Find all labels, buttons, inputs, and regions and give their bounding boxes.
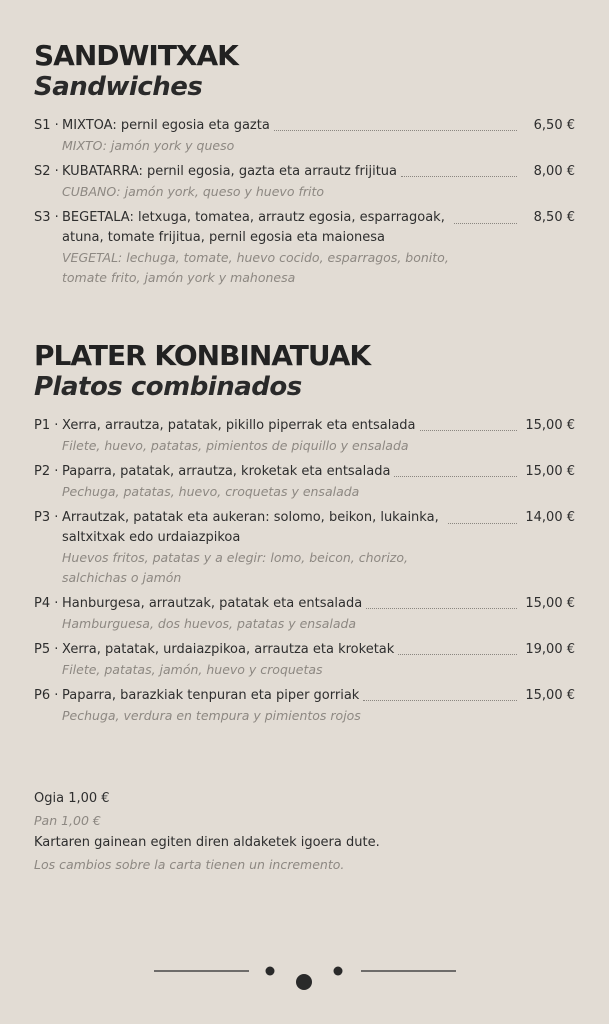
item-price: 15,00 € xyxy=(525,464,575,479)
item-price: 19,00 € xyxy=(525,642,575,657)
divider-dots-icon xyxy=(0,960,609,1000)
item-translation: Filete, huevo, patatas, pimientos de piquillo y ensalada xyxy=(62,438,409,453)
combos-list xyxy=(34,416,575,726)
item-code: P6 · xyxy=(34,688,59,703)
bread-note-es: Pan 1,00 € xyxy=(34,813,101,828)
item-translation: CUBANO: jamón york, queso y huevo frito xyxy=(62,184,324,199)
leader-dots xyxy=(398,653,517,655)
menu-item-s3 xyxy=(34,208,575,288)
item-code: P4 · xyxy=(34,596,59,611)
menu-item-p5 xyxy=(34,640,575,680)
changes-note: Kartaren gainean egiten diren aldaketek igoera dute. xyxy=(34,835,380,850)
item-name: Paparra, patatak, arrautza, kroketak eta entsalada xyxy=(62,464,391,479)
sandwiches-list xyxy=(34,116,575,288)
sandwiches-subtitle: Sandwiches xyxy=(34,72,203,102)
item-translation: Hamburguesa, dos huevos, patatas y ensalada xyxy=(62,616,357,631)
item-price: 15,00 € xyxy=(525,418,575,433)
item-price: 14,00 € xyxy=(525,510,575,525)
menu-item-p3 xyxy=(34,508,575,588)
menu-item-s1 xyxy=(34,116,575,156)
item-code: P2 · xyxy=(34,464,59,479)
item-code: S1 · xyxy=(34,118,59,133)
item-translation: MIXTO: jamón york y queso xyxy=(62,138,235,153)
item-code: P3 · xyxy=(34,510,59,525)
item-name: Xerra, arrautza, patatak, pikillo piperrak eta entsalada xyxy=(62,418,416,433)
leader-dots xyxy=(274,129,517,131)
leader-dots xyxy=(401,175,517,177)
item-translation: Pechuga, patatas, huevo, croquetas y ensalada xyxy=(62,484,360,499)
item-code: P1 · xyxy=(34,418,59,433)
menu-item-p6 xyxy=(34,686,575,726)
item-name: Arrautzak, patatak eta aukeran: solomo, beikon, lukainka, saltxitxak edo urdaiazpikoa xyxy=(62,510,439,545)
menu-item-p1 xyxy=(34,416,575,456)
bread-note: Ogia 1,00 € xyxy=(34,791,110,806)
item-price: 6,50 € xyxy=(533,118,575,133)
item-translation: Huevos fritos, patatas y a elegir: lomo, beicon, chorizo, salchichas o jamón xyxy=(62,550,408,585)
leader-dots xyxy=(420,429,517,431)
item-price: 8,00 € xyxy=(533,164,575,179)
item-code: S3 · xyxy=(34,210,59,225)
menu-item-p2 xyxy=(34,462,575,502)
sandwiches-title: SANDWITXAK xyxy=(34,39,238,72)
item-name: MIXTOA: pernil egosia eta gazta xyxy=(62,118,270,133)
combos-title: PLATER KONBINATUAK xyxy=(34,339,371,372)
item-name: BEGETALA: letxuga, tomatea, arrautz egosia, esparragoak, atuna, tomate frijitua, pernil egosia eta maionesa xyxy=(62,210,445,245)
leader-dots xyxy=(448,522,517,524)
leader-dots xyxy=(394,475,517,477)
leader-dots xyxy=(363,699,517,701)
item-name: KUBATARRA: pernil egosia, gazta eta arrautz frijitua xyxy=(62,164,397,179)
item-code: P5 · xyxy=(34,642,59,657)
item-price: 15,00 € xyxy=(525,688,575,703)
item-name: Xerra, patatak, urdaiazpikoa, arrautza eta kroketak xyxy=(62,642,395,657)
changes-note-es: Los cambios sobre la carta tienen un incremento. xyxy=(34,857,345,872)
leader-dots xyxy=(454,222,517,224)
item-price: 8,50 € xyxy=(533,210,575,225)
menu-page xyxy=(34,40,575,876)
item-translation: Pechuga, verdura en tempura y pimientos rojos xyxy=(62,708,361,723)
item-price: 15,00 € xyxy=(525,596,575,611)
item-code: S2 · xyxy=(34,164,59,179)
item-name: Hanburgesa, arrautzak, patatak eta entsalada xyxy=(62,596,363,611)
footer-notes xyxy=(34,788,575,876)
menu-item-s2 xyxy=(34,162,575,202)
item-name: Paparra, barazkiak tenpuran eta piper gorriak xyxy=(62,688,360,703)
combos-subtitle: Platos combinados xyxy=(34,372,302,402)
item-translation: VEGETAL: lechuga, tomate, huevo cocido, esparragos, bonito, tomate frito, jamón york y mahonesa xyxy=(62,250,449,285)
leader-dots xyxy=(366,607,517,609)
menu-item-p4 xyxy=(34,594,575,634)
item-translation: Filete, patatas, jamón, huevo y croquetas xyxy=(62,662,323,677)
